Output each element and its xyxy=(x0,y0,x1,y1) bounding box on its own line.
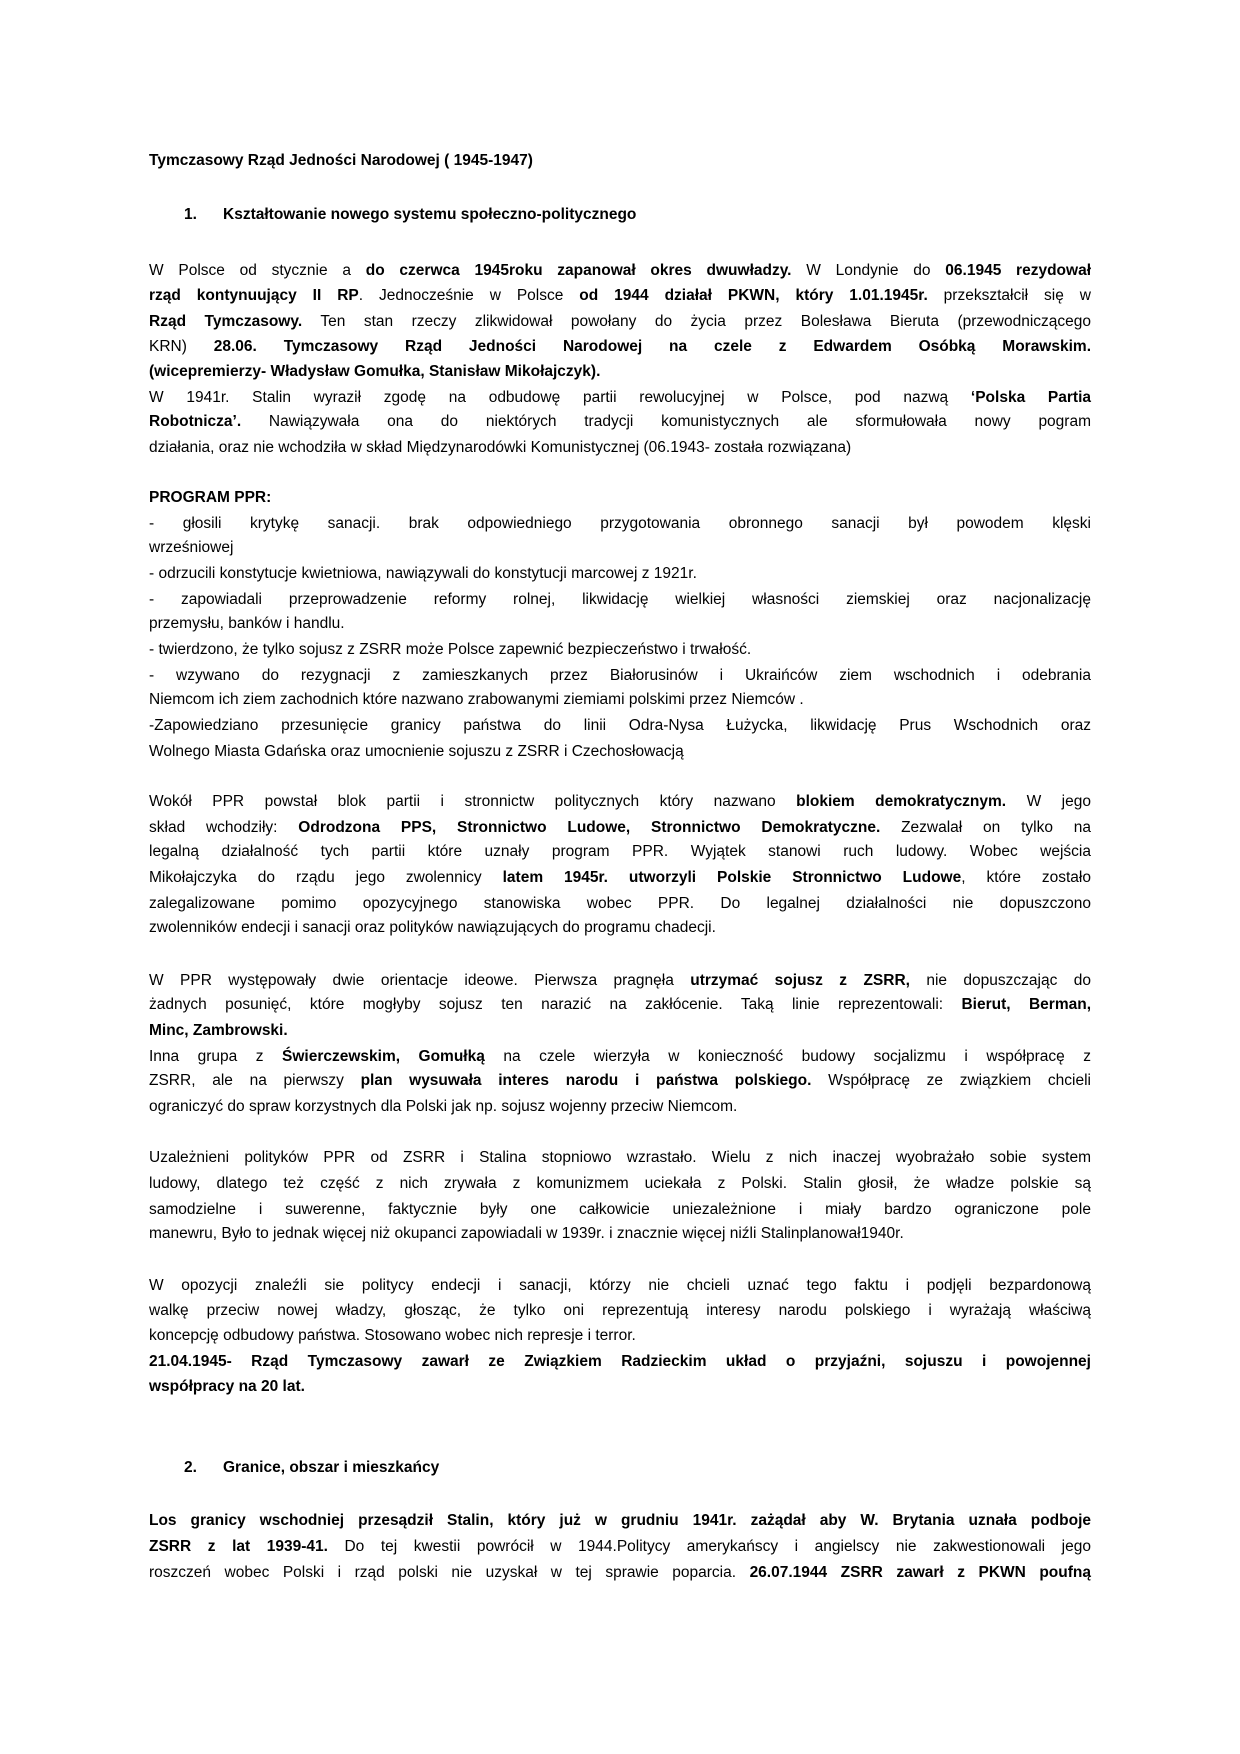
text-run: Nawiązywała ona do niektórych tradycji komunistycznych ale sformułowała nowy pogram xyxy=(241,413,1091,430)
text-line xyxy=(149,1068,1091,1093)
text-run: manewru, Było to jednak więcej niż okupanci zapowiadali w 1939r. i znacznie więcej niźli Stalinplanował1940r. xyxy=(149,1225,904,1242)
text-run: na czele wierzyła w konieczność budowy socjalizmu i współpracę z xyxy=(484,1048,1091,1065)
bold-text-run: PROGRAM PPR: xyxy=(149,489,272,506)
text-line xyxy=(149,1145,1091,1170)
bold-text-run: współpracy na 20 lat. xyxy=(149,1378,305,1395)
text-line xyxy=(149,283,1091,308)
text-run: - twierdzono, że tylko sojusz z ZSRR może Polsce zapewnić bezpieczeństwo i trwałość. xyxy=(149,641,752,658)
section-2-heading: Granice, obszar i mieszkańcy xyxy=(223,1459,440,1476)
text-run: zalegalizowane pomimo opozycyjnego stanowiska wobec PPR. Do legalnej działalności nie dopuszczono xyxy=(149,895,1091,912)
text-run: ludowy, dlatego też część z nich zrywała z komunizmem uciekała z Polski. Stalin głosił, że władze polskie są xyxy=(149,1175,1091,1192)
text-run: koncepcję odbudowy państwa. Stosowano wobec nich represje i terror. xyxy=(149,1327,636,1344)
text-line xyxy=(149,663,1091,688)
text-run: W opozycji znaleźli sie politycy endecji i sanacji, którzy nie chcieli uznać tego faktu i podjęli bezpardonową xyxy=(149,1277,1091,1294)
text-run: nie dopuszczając do xyxy=(909,972,1091,989)
bold-text-run: blokiem demokratycznym. xyxy=(796,793,1007,810)
text-run: W jego xyxy=(1006,793,1091,810)
text-line xyxy=(149,1018,1091,1043)
text-run: -Zapowiedziano przesunięcie granicy państwa do linii Odra-Nysa Łużycka, likwidację Prus Wschodnich oraz xyxy=(149,717,1091,734)
document-title: Tymczasowy Rząd Jedności Narodowej ( 1945-1947) xyxy=(149,152,533,169)
text-line xyxy=(149,511,1091,536)
text-line xyxy=(149,1171,1091,1196)
text-run: samodzielne i suwerenne, faktycznie były one całkowicie uniezależnione i miały bardzo ograniczone pole xyxy=(149,1201,1091,1218)
bold-text-run: Świerczewskim, Gomułką xyxy=(282,1048,485,1065)
text-run: Niemcom ich ziem zachodnich które nazwano zrabowanymi ziemiami polskimi przez Niemców . xyxy=(149,691,804,708)
bold-text-run: Robotnicza’. xyxy=(149,413,242,430)
bold-text-run: latem 1945r. utworzyli Polskie Stronnictwo Ludowe xyxy=(502,869,962,886)
section-1-heading: Kształtowanie nowego systemu społeczno-politycznego xyxy=(223,206,637,223)
text-run: legalną działalność tych partii które uznały program PPR. Wyjątek stanowi ruch ludowy. Wobec wejścia xyxy=(149,843,1091,860)
bold-text-run: plan wysuwała interes narodu i państwa polskiego. xyxy=(360,1072,812,1089)
text-line xyxy=(149,1349,1091,1374)
text-line xyxy=(149,1298,1091,1323)
text-run: skład wchodziły: xyxy=(149,819,299,836)
text-line xyxy=(149,1044,1091,1069)
text-line xyxy=(149,739,1091,764)
text-line xyxy=(149,587,1091,612)
text-line xyxy=(149,435,1091,460)
text-line xyxy=(149,535,1091,560)
text-line xyxy=(149,334,1091,359)
text-line xyxy=(149,637,1091,662)
bold-text-run: Bierut, Berman, xyxy=(961,996,1091,1013)
text-line xyxy=(149,687,1091,712)
text-run: Ten stan rzeczy zlikwidował powołany do życia przez Bolesława Bieruta (przewodniczącego xyxy=(302,313,1091,330)
text-line xyxy=(149,915,1091,940)
text-line xyxy=(149,865,1091,890)
section-1-number: 1. xyxy=(184,206,197,223)
bold-text-run: Los granicy wschodniej przesądził Stalin, który już w grudniu 1941r. zażądał aby W. Brytania uznała podboje xyxy=(149,1512,1091,1529)
text-run: Wolnego Miasta Gdańska oraz umocnienie sojuszu z ZSRR i Czechosłowacją xyxy=(149,743,684,760)
text-run: walkę przeciw nowej władzy, głosząc, że tylko oni reprezentują interesy narodu polskiego i wyrażają właściwą xyxy=(149,1302,1091,1319)
text-line xyxy=(149,1508,1091,1533)
text-run: - wzywano do rezygnacji z zamieszkanych przez Białorusinów i Ukraińców ziem wschodnich i odebrania xyxy=(149,667,1091,684)
bold-text-run: 06.1945 rezydował xyxy=(945,262,1091,279)
text-line xyxy=(149,1094,1091,1119)
text-line xyxy=(149,891,1091,916)
text-run: Zezwalał on tylko na xyxy=(880,819,1091,836)
text-line xyxy=(149,789,1091,814)
text-line xyxy=(149,713,1091,738)
bold-text-run: Minc, Zambrowski. xyxy=(149,1022,288,1039)
text-run: Mikołajczyka do rządu jego zwolennicy xyxy=(149,869,503,886)
text-run: wrześniowej xyxy=(149,539,234,556)
text-run: - odrzucili konstytucje kwietniowa, nawiązywali do konstytucji marcowej z 1921r. xyxy=(149,565,697,582)
text-run: Wokół PPR powstał blok partii i stronnictw politycznych który nazwano xyxy=(149,793,797,810)
text-run: W Londynie do xyxy=(791,262,946,279)
text-line xyxy=(149,611,1091,636)
text-run: W Polsce od stycznie a xyxy=(149,262,366,279)
text-line xyxy=(149,409,1091,434)
section-2-number: 2. xyxy=(184,1459,197,1476)
bold-text-run: do czerwca 1945roku zapanował okres dwuwładzy. xyxy=(365,262,792,279)
text-line xyxy=(149,485,1091,510)
text-run: - zapowiadali przeprowadzenie reformy rolnej, likwidację wielkiej własności ziemskiej oraz nacjonalizację xyxy=(149,591,1091,608)
text-run: KRN) xyxy=(149,338,214,355)
text-run: . Jednocześnie w Polsce xyxy=(358,287,580,304)
text-line xyxy=(149,1560,1091,1585)
bold-text-run: ZSRR z lat 1939-41. xyxy=(149,1538,328,1555)
text-run: - głosili krytykę sanacji. brak odpowiedniego przygotowania obronnego sanacji był powodem klęski xyxy=(149,515,1091,532)
text-run: Do tej kwestii powrócił w 1944.Politycy amerykańscy i angielscy nie zakwestionowali jego xyxy=(327,1538,1091,1555)
text-run: roszczeń wobec Polski i rząd polski nie uzyskał w tej sprawie poparcia. xyxy=(149,1564,750,1581)
text-line xyxy=(149,1323,1091,1348)
text-line xyxy=(149,839,1091,864)
bold-text-run: (wicepremierzy- Władysław Gomułka, Stanisław Mikołajczyk). xyxy=(149,363,601,380)
bold-text-run: ‘Polska Partia xyxy=(970,389,1091,406)
bold-text-run: od 1944 działał PKWN, który 1.01.1945r. xyxy=(579,287,928,304)
bold-text-run: 21.04.1945- Rząd Tymczasowy zawarł ze Związkiem Radzieckim układ o przyjaźni, sojuszu i powojennej xyxy=(149,1353,1091,1370)
text-run: ograniczyć do spraw korzystnych dla Polski jak np. sojusz wojenny przeciw Niemcom. xyxy=(149,1098,738,1115)
text-run: Współpracę ze związkiem chcieli xyxy=(811,1072,1091,1089)
text-run: żadnych posunięć, które mogłyby sojusz ten narazić na zakłócenie. Taką linie reprezentowali: xyxy=(149,996,962,1013)
text-line xyxy=(149,385,1091,410)
text-run: W PPR występowały dwie orientacje ideowe. Pierwsza pragnęła xyxy=(149,972,691,989)
text-line xyxy=(149,1221,1091,1246)
text-run: zwolenników endecji i sanacji oraz polityków nawiązujących do programu chadecji. xyxy=(149,919,716,936)
text-line xyxy=(149,258,1091,283)
text-run: W 1941r. Stalin wyraził zgodę na odbudowę partii rewolucyjnej w Polsce, pod nazwą xyxy=(149,389,971,406)
bold-text-run: rząd kontynuujący II RP xyxy=(149,287,359,304)
text-run: ZSRR, ale na pierwszy xyxy=(149,1072,361,1089)
text-run: przekształcił się w xyxy=(927,287,1091,304)
text-run: Inna grupa z xyxy=(149,1048,283,1065)
text-run: przemysłu, banków i handlu. xyxy=(149,615,345,632)
text-run: Uzależnieni polityków PPR od ZSRR i Stalina stopniowo wzrastało. Wielu z nich inaczej wyobrażało sobie system xyxy=(149,1149,1091,1166)
bold-text-run: Odrodzona PPS, Stronnictwo Ludowe, Stronnictwo Demokratyczne. xyxy=(298,819,881,836)
text-line xyxy=(149,815,1091,840)
text-line xyxy=(149,1197,1091,1222)
text-line xyxy=(149,1273,1091,1298)
text-line xyxy=(149,992,1091,1017)
text-line xyxy=(149,561,1091,586)
text-line xyxy=(149,359,1091,384)
text-line xyxy=(149,1374,1091,1399)
text-line xyxy=(149,1534,1091,1559)
text-run: działania, oraz nie wchodziła w skład Międzynarodówki Komunistycznej (06.1943- została rozwiązana) xyxy=(149,439,852,456)
bold-text-run: Rząd Tymczasowy. xyxy=(149,313,303,330)
bold-text-run: 28.06. Tymczasowy Rząd Jedności Narodowej na czele z Edwardem Osóbką Morawskim. xyxy=(213,338,1092,355)
text-run: , które zostało xyxy=(961,869,1091,886)
bold-text-run: 26.07.1944 ZSRR zawarł z PKWN poufną xyxy=(749,1564,1091,1581)
bold-text-run: utrzymać sojusz z ZSRR, xyxy=(690,972,910,989)
text-line xyxy=(149,968,1091,993)
text-line xyxy=(149,309,1091,334)
